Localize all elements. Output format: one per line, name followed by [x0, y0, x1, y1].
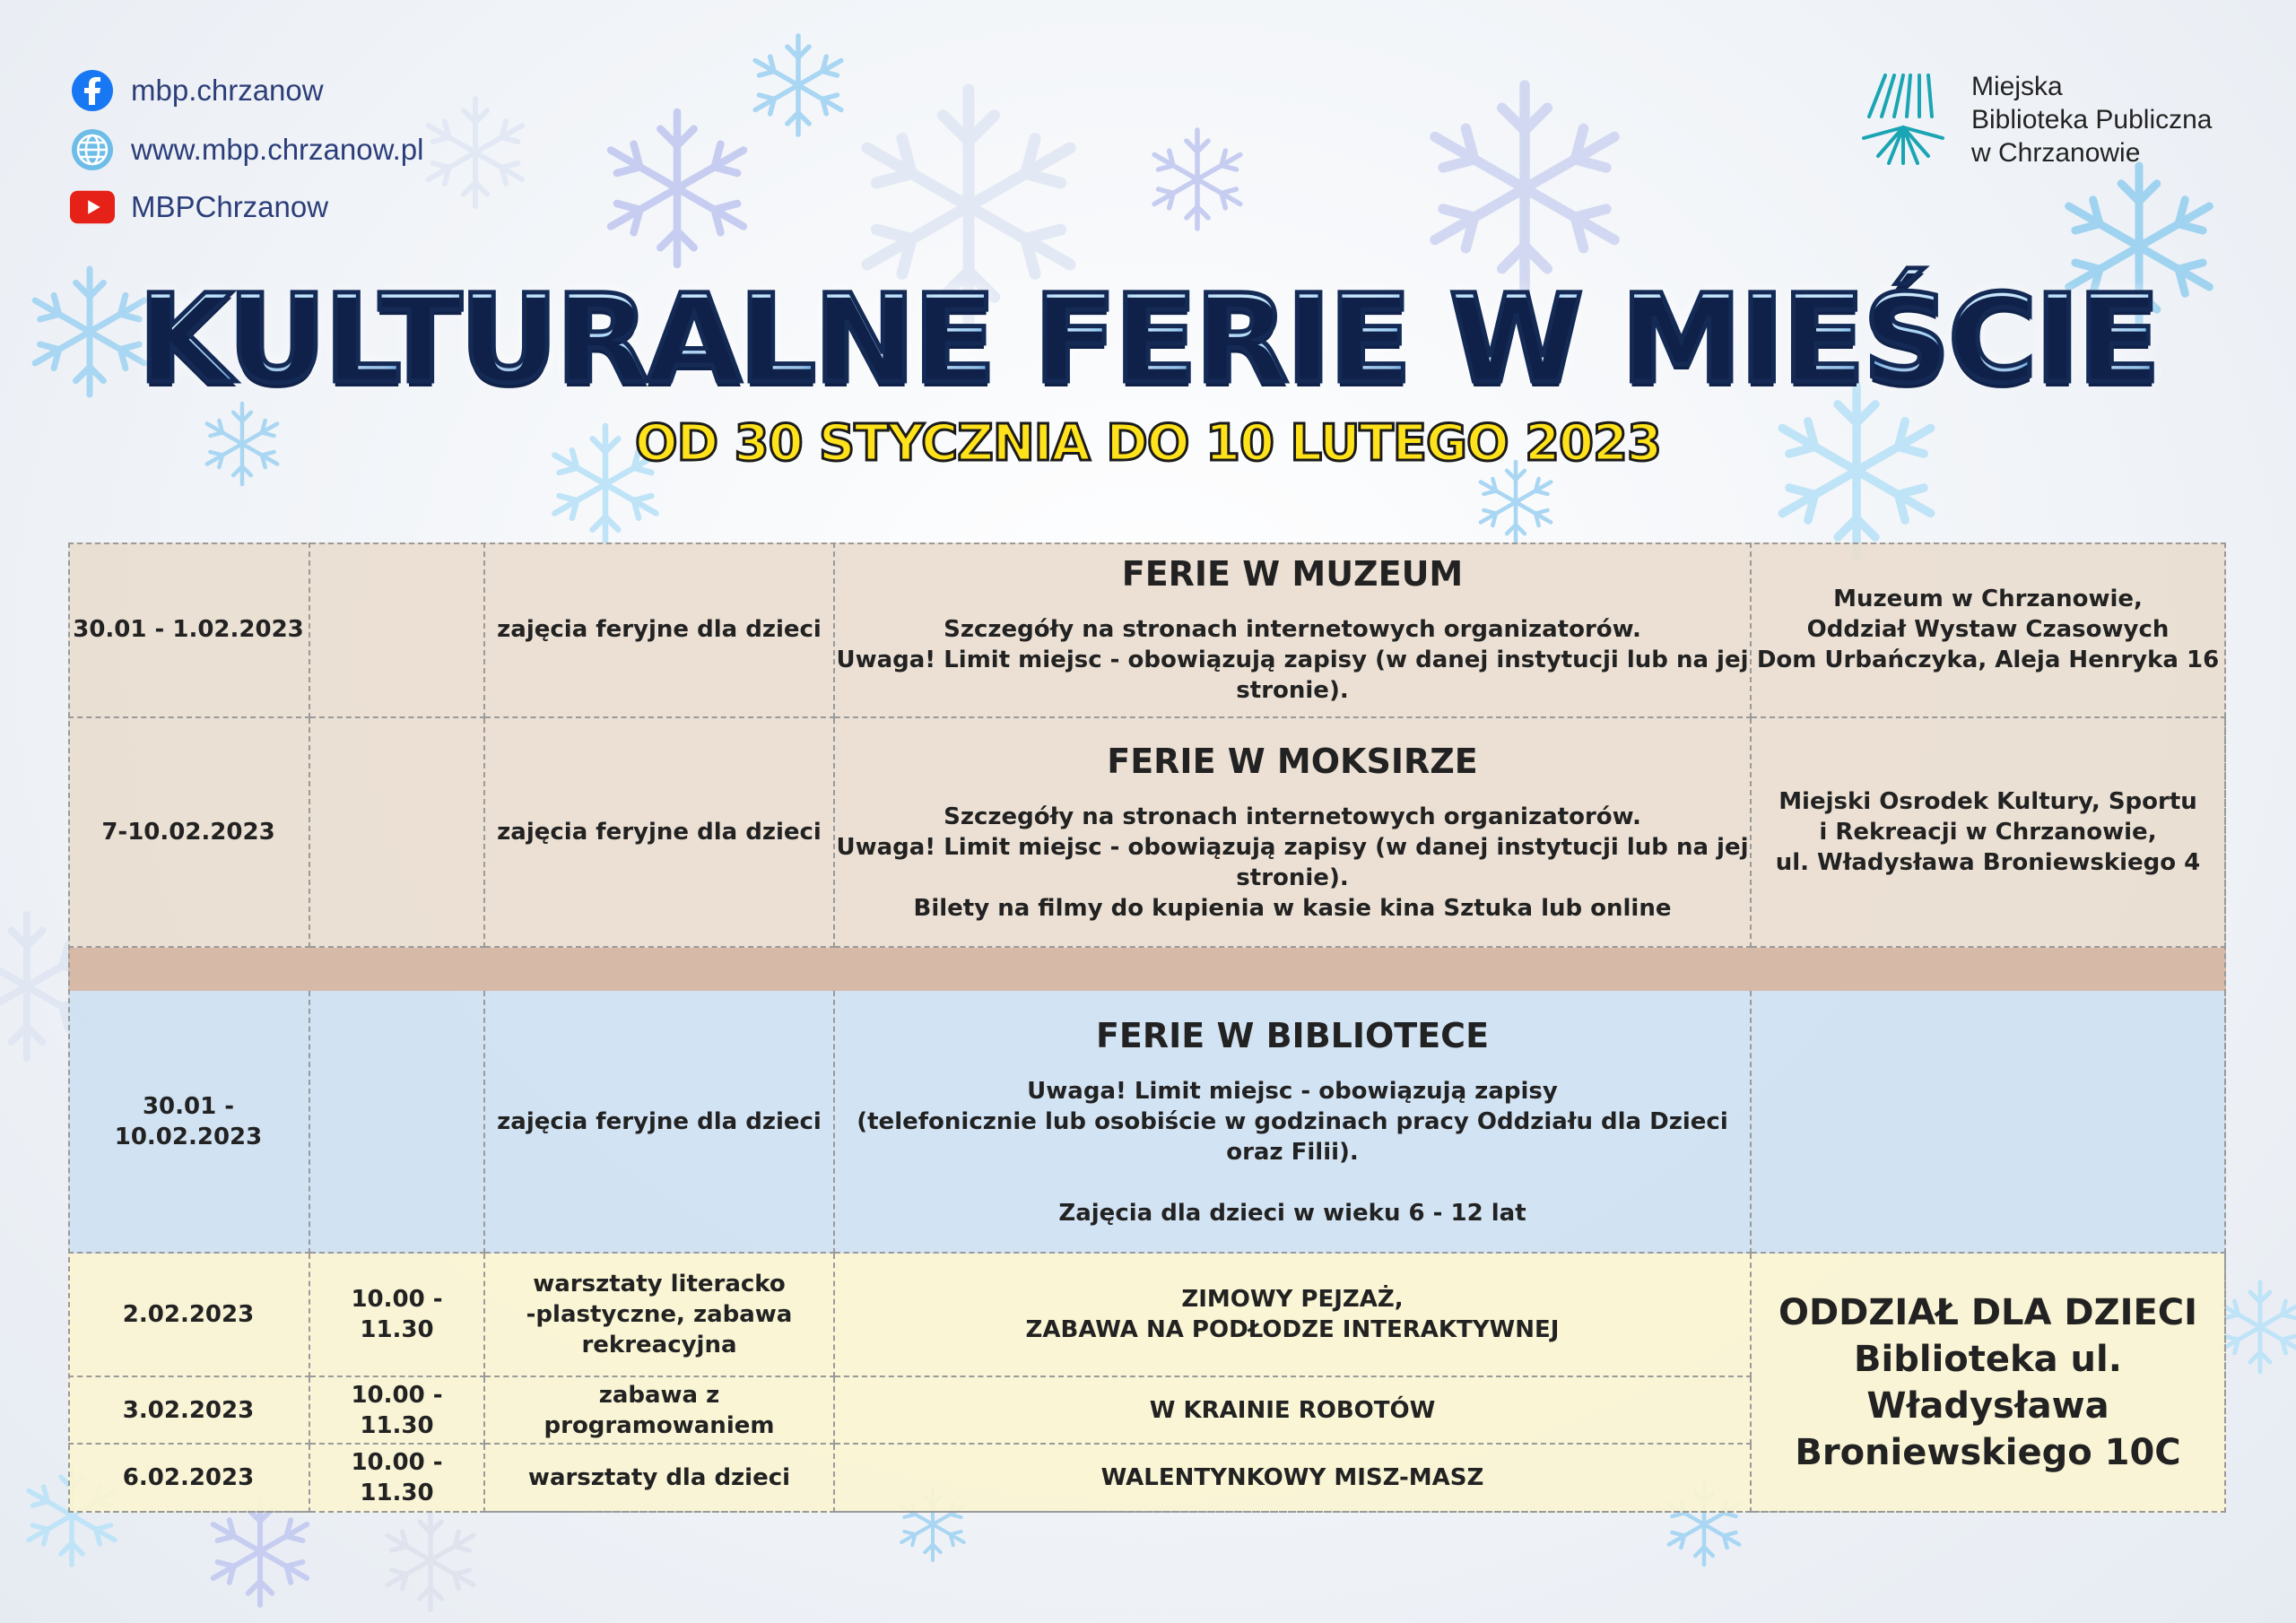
moksir-time: [310, 718, 485, 948]
muzeum-time: [310, 542, 485, 718]
event-title: W KRAINIE ROBOTÓW: [835, 1377, 1752, 1445]
biblioteka-details: Uwaga! Limit miejsc - obowiązują zapisy (telefonicznie lub osobiście w godzinach pracy Oddziału dla Dzieci oraz Filii). Zajęcia dla dzieci w wieku 6 - 12 lat: [857, 1077, 1728, 1227]
event-time: 10.00 - 11.30: [310, 1254, 485, 1377]
event-time: 10.00 - 11.30: [310, 1377, 485, 1445]
event-type: zabawa z programowaniem: [485, 1377, 835, 1445]
page-subtitle: OD 30 STYCZNIA DO 10 LUTEGO 2023: [635, 414, 1661, 473]
youtube-label: MBPChrzanow: [131, 190, 329, 223]
muzeum-type: zajęcia feryjne dla dzieci: [485, 542, 835, 718]
globe-icon: [70, 127, 115, 172]
section-separator: [68, 948, 2226, 991]
facebook-icon: [70, 68, 115, 113]
event-date: 6.02.2023: [68, 1445, 310, 1513]
website-label: www.mbp.chrzanow.pl: [131, 133, 424, 166]
facebook-link[interactable]: [70, 68, 324, 113]
event-title: WALENTYNKOWY MISZ-MASZ: [835, 1445, 1752, 1513]
event-title: ZIMOWY PEJZAŻ, ZABAWA NA PODŁODZE INTERAKTYWNEJ: [835, 1254, 1752, 1377]
muzeum-description: [835, 542, 1752, 718]
muzeum-place: Muzeum w Chrzanowie, Oddział Wystaw Czasowych Dom Urbańczyka, Aleja Henryka 16: [1752, 542, 2226, 718]
biblioteka-description: [835, 991, 1752, 1254]
event-time: 10.00 - 11.30: [310, 1445, 485, 1513]
youtube-icon: [70, 185, 115, 230]
event-type: warsztaty dla dzieci: [485, 1445, 835, 1513]
muzeum-details: Szczegóły na stronach internetowych organizatorów. Uwaga! Limit miejsc - obowiązują zapisy (w danej instytucji lub na jej stronie).: [836, 616, 1749, 704]
event-date: 3.02.2023: [68, 1377, 310, 1445]
biblioteka-date: 30.01 - 10.02.2023: [68, 991, 310, 1254]
schedule-table: [68, 542, 2226, 1513]
library-logo-icon: [1858, 70, 1948, 169]
muzeum-heading: FERIE W MUZEUM: [1121, 554, 1464, 594]
event-date: 2.02.2023: [68, 1254, 310, 1377]
library-name: Miejska Biblioteka Publiczna w Chrzanowie: [1971, 72, 2213, 168]
muzeum-date: 30.01 - 1.02.2023: [68, 542, 310, 718]
page-title: KULTURALNE FERIE W MIEŚCIE: [0, 269, 2296, 411]
website-link[interactable]: [70, 127, 423, 172]
moksir-place: Miejski Osrodek Kultury, Sportu i Rekreacji w Chrzanowie, ul. Władysława Broniewskiego 4: [1752, 718, 2226, 948]
library-logo: [1858, 70, 2213, 169]
biblioteka-time: [310, 991, 485, 1254]
biblioteka-type: zajęcia feryjne dla dzieci: [485, 991, 835, 1254]
youtube-link[interactable]: [70, 185, 328, 230]
events-place: ODDZIAŁ DLA DZIECI Biblioteka ul. Władysława Broniewskiego 10C: [1752, 1254, 2226, 1513]
moksir-description: [835, 718, 1752, 948]
biblioteka-heading: FERIE W BIBLIOTECE: [1095, 1015, 1490, 1055]
facebook-label: mbp.chrzanow: [131, 74, 324, 107]
moksir-type: zajęcia feryjne dla dzieci: [485, 718, 835, 948]
moksir-details: Szczegóły na stronach internetowych organizatorów. Uwaga! Limit miejsc - obowiązują zapisy (w danej instytucji lub na jej stronie). Bilety na filmy do kupienia w kasie kina Sztuka lub online: [836, 803, 1749, 922]
biblioteka-place: [1752, 991, 2226, 1254]
moksir-heading: FERIE W MOKSIRZE: [1107, 742, 1478, 781]
event-type: warsztaty literacko -plastyczne, zabawa rekreacyjna: [485, 1254, 835, 1377]
moksir-date: 7-10.02.2023: [68, 718, 310, 948]
